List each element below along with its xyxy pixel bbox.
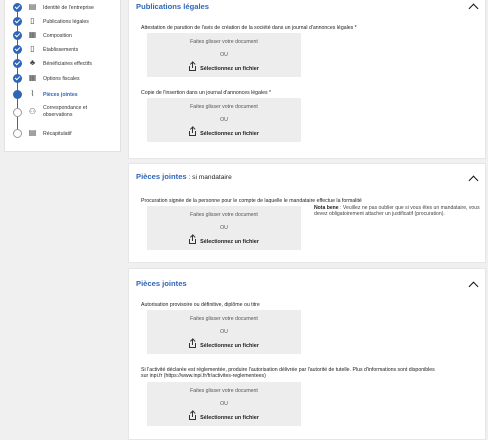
select-file-label: Sélectionnez un fichier [200,66,259,72]
dropzone-autorisation[interactable] [147,310,301,354]
empty-circle-icon [13,108,22,117]
chevron-up-icon[interactable] [469,176,479,186]
select-file-label: Sélectionnez un fichier [200,131,259,137]
people-icon: ⚇ [28,107,37,116]
dropzone-procuration[interactable] [147,206,301,250]
panel-pieces-jointes-mandataire [128,163,486,263]
panel-publications-legales [128,0,486,159]
select-file-button[interactable] [147,131,301,137]
sidebar-step-label: Composition [43,32,72,39]
upload-icon [189,131,196,136]
sidebar-step[interactable] [5,57,122,70]
select-file-label: Sélectionnez un fichier [200,239,259,245]
field-label-attestation: Attestation de parution de l'avis de création de la société dans un journal d'annonces légales * [141,25,357,31]
sidebar-step-label: Récapitulatif [43,130,72,137]
nota-bene-label: Nota bene [314,205,339,211]
check-circle-icon [13,31,22,40]
sidebar-step-label: Publications légales [43,18,89,25]
select-file-button[interactable] [147,66,301,72]
sidebar-step[interactable] [5,29,122,42]
sidebar-step[interactable] [5,88,122,101]
dropzone-attestation[interactable] [147,33,301,77]
dropzone-activite-reglementee[interactable] [147,382,301,426]
chevron-up-icon[interactable] [469,4,479,14]
dropzone-or-text: OU [220,225,228,231]
select-file-button[interactable] [147,239,301,245]
field-label-autorisation: Autorisation provisoire ou définitive, diplôme ou titre [141,302,260,308]
dropzone-copie-insertion[interactable] [147,98,301,142]
sidebar-step-label: Pièces jointes [43,91,78,98]
select-file-button[interactable] [147,415,301,421]
panel-title: Pièces jointes [136,279,187,288]
table-icon: ▦ [28,30,37,39]
check-circle-icon [13,3,22,12]
sidebar-step[interactable] [5,127,122,140]
sidebar-step-label: Identité de l'entreprise [43,4,94,11]
users-icon: ♣ [29,58,36,67]
chevron-up-icon[interactable] [469,282,479,292]
nota-bene-note [314,205,484,217]
upload-icon [189,239,196,244]
dropzone-drag-text: Faites glisser votre document [190,212,258,218]
panel-title-text: Pièces jointes [136,172,187,181]
dropzone-or-text: OU [220,401,228,407]
sidebar-step-label: Correspondance et [43,105,88,111]
upload-icon [189,66,196,71]
summary-icon: ▤ [28,128,37,137]
paperclip-icon: ⌇ [30,89,35,98]
select-file-label: Sélectionnez un fichier [200,343,259,349]
building-icon: ▯ [30,44,35,53]
document-icon: ▯ [30,16,35,25]
select-file-label: Sélectionnez un fichier [200,415,259,421]
field-label-activite-reglementee: Si l'activité déclarée est réglementée, produire l'autorisation délivrée par l'autorité de tutelle. Plus d'informations sont disponibles sur inpi.fr (https://www.inpi.fr/fr/activites-reglementees) [141,367,435,380]
panel-pieces-jointes-autorisation [128,268,486,440]
panel-title [136,172,232,181]
dropzone-drag-text: Faites glisser votre document [190,388,258,394]
dropzone-or-text: OU [220,52,228,58]
sidebar-step-label: Établissements [43,46,79,53]
steps-sidebar [4,0,121,152]
check-circle-icon [13,45,22,54]
sidebar-step[interactable] [5,15,122,28]
check-circle-icon [13,17,22,26]
check-circle-icon [13,59,22,68]
upload-icon [189,343,196,348]
sidebar-step[interactable] [5,1,122,14]
current-step-dot-icon [13,90,22,99]
dropzone-or-text: OU [220,329,228,335]
sidebar-step[interactable] [5,106,122,119]
dropzone-drag-text: Faites glisser votre document [190,104,258,110]
nota-bene-text: : Veuillez ne pas oublier que si vous êtes un mandataire, vous devez obligatoirement attacher un justificatif (procuration). [314,205,480,217]
sidebar-step-label: Bénéficiaires effectifs [43,60,92,67]
panel-title: Publications légales [136,2,210,11]
sidebar-step-label: Options fiscales [43,75,80,82]
sidebar-step[interactable] [5,43,122,56]
id-card-icon: ▤ [28,2,37,11]
select-file-button[interactable] [147,343,301,349]
sidebar-step-label-line2: observations [43,112,73,118]
upload-icon [189,415,196,420]
grid-icon: ▦ [28,73,37,82]
dropzone-or-text: OU [220,117,228,123]
dropzone-drag-text: Faites glisser votre document [190,39,258,45]
empty-circle-icon [13,129,22,138]
check-circle-icon [13,74,22,83]
panel-subtitle: : si mandataire [186,174,232,181]
sidebar-step[interactable] [5,72,122,85]
dropzone-drag-text: Faites glisser votre document [190,316,258,322]
field-label-procuration: Procuration signée de la personne pour le compte de laquelle le mandataire effectue la formalité [141,198,362,204]
field-label-copie-insertion: Copie de l'insertion dans un journal d'annonces légales * [141,90,272,96]
